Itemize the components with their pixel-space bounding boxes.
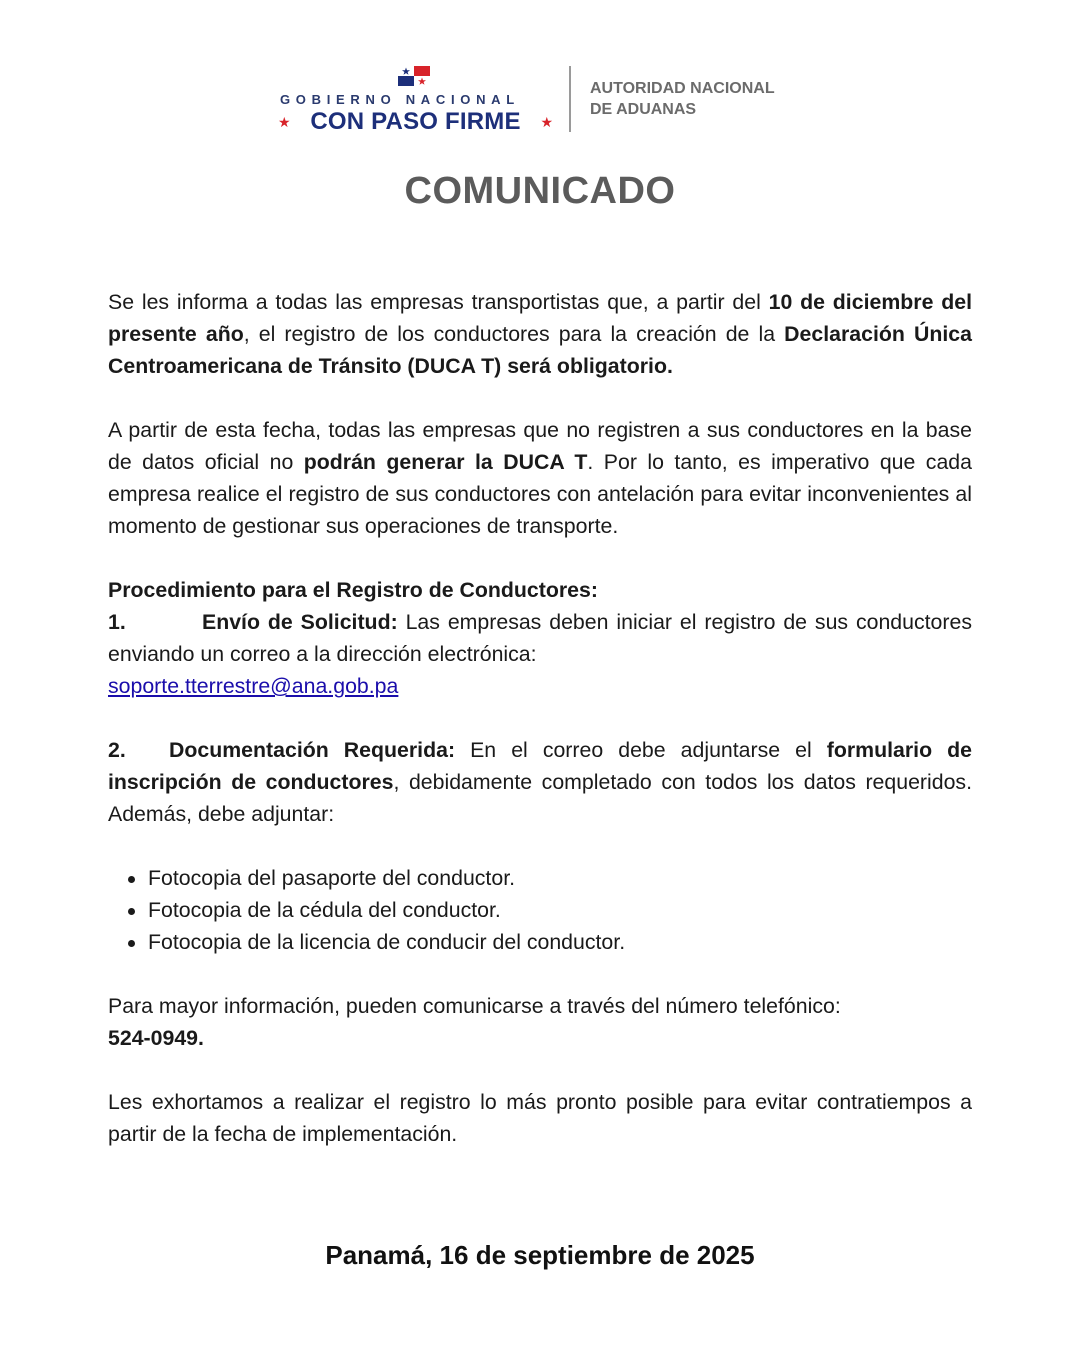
contact-phone: 524-0949.	[108, 1026, 204, 1050]
list-item: Fotocopia de la licencia de conducir del conductor.	[148, 926, 972, 958]
logo-divider	[569, 66, 571, 132]
step-1: 1. Envío de Solicitud: Las empresas deben iniciar el registro de sus conductores enviando un correo a la dirección electrónica:	[108, 606, 972, 670]
star-icon: ★	[278, 114, 291, 130]
support-email-link[interactable]: soporte.tterrestre@ana.gob.pa	[108, 674, 399, 698]
step-1-number: 1.	[108, 610, 126, 634]
step-2: 2. Documentación Requerida: En el correo debe adjuntarse el formulario de inscripción de conductores, debidamente completado con todos los datos requeridos. Además, debe adjuntar:	[108, 734, 972, 830]
list-item: Fotocopia de la cédula del conductor.	[148, 894, 972, 926]
step-1-label: Envío de Solicitud:	[202, 610, 398, 634]
email-line	[108, 670, 972, 702]
star-icon: ★	[540, 114, 553, 130]
page-title: COMUNICADO	[404, 170, 676, 212]
intro-paragraph: Se les informa a todas las empresas transportistas que, a partir del 10 de diciembre del presente año, el registro de los conductores para la creación de la Declaración Única Centroamericana de Tránsito (DUCA T) será obligatorio.	[108, 290, 972, 378]
required-documents-list	[108, 862, 972, 958]
consequence-paragraph: A partir de esta fecha, todas las empresas que no registren a sus conductores en la base de datos oficial no podrán generar la DUCA T. Por lo tanto, es imperativo que cada empresa realice el registro de sus conductores con antelación para evitar inconvenientes al momento de gestionar sus operaciones de transporte.	[108, 418, 972, 538]
agency-name	[590, 78, 775, 120]
gobierno-nacional-text: GOBIERNO NACIONAL	[280, 92, 520, 107]
contact-text: Para mayor información, pueden comunicarse a través del número telefónico:	[108, 994, 841, 1018]
procedure-heading: Procedimiento para el Registro de Conductores:	[108, 578, 598, 602]
communique-body	[108, 286, 972, 1150]
header-logos	[278, 64, 818, 136]
list-item: Fotocopia del pasaporte del conductor.	[148, 862, 972, 894]
date-place-footer: Panamá, 16 de septiembre de 2025	[325, 1240, 755, 1270]
slogan-row	[278, 108, 553, 136]
step-2-label: Documentación Requerida:	[169, 738, 456, 762]
agency-line-1: AUTORIDAD NACIONAL	[590, 80, 775, 97]
agency-line-2: DE ADUANAS	[590, 101, 697, 118]
slogan-text: CON PASO FIRME	[310, 108, 521, 135]
closing-paragraph: Les exhortamos a realizar el registro lo más pronto posible para evitar contratiempos a partir de la fecha de implementación.	[108, 1090, 972, 1146]
step-2-number: 2.	[108, 738, 126, 762]
panama-flag-icon	[398, 66, 430, 86]
